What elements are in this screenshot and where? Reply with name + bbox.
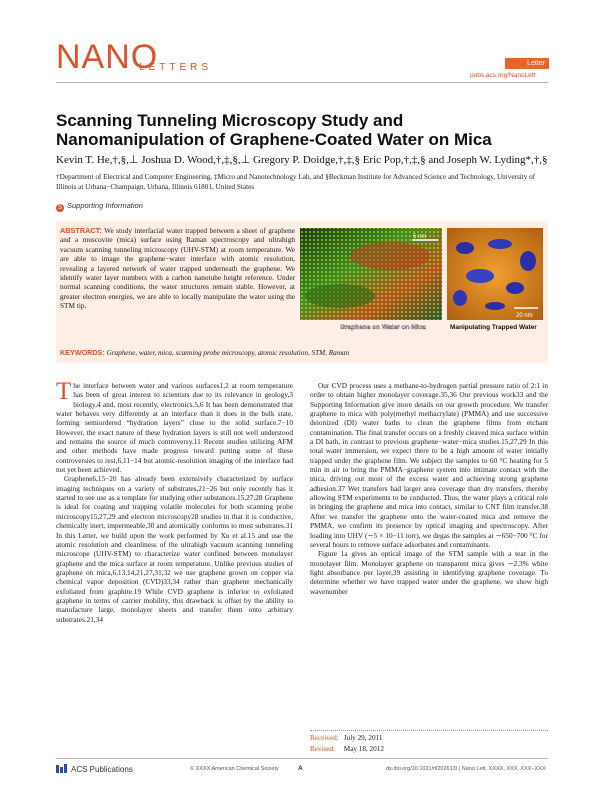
received-label: Received: (310, 734, 339, 742)
journal-logo: NANO (56, 38, 159, 76)
journal-url-link[interactable]: pubs.acs.org/NanoLett (470, 72, 536, 79)
abstract-text: We study interfacial water trapped between a sheet of graphene and a muscovite (mica) surface using Raman spectroscopy and ultrahigh vacuum scanning tunneling microscopy (UHV-STM) at room temperature. We are able to image the graphene−water interface with atomic resolution, revealing a layered network of water trapped underneath the graphene. We identify water layer numbers with a carbon nanotube height reference. Under normal scanning conditions, the water structures remain stable. However, at greater electron energies, we are able to locally manipulate the water using the STM tip. (60, 226, 295, 311)
paragraph-text: Graphene6,15−20 has already been extensively characterized by surface imaging techniques on a variety of substrates,21−26 but only recently has it started to see use as a template for studying other substances.15,27,28 Graphene is ideal for coating and trapping volatile molecules for both scanning probe microscopy15,27,29 and electron microscopy28 studies in that it is conductive, chemically inert, impermeable,30 and atomically conforms to most substrates.31 In this Letter, we build upon the work performed by Xu et al.15 and use the atomic resolution and cleanliness of the ultrahigh vacuum scanning tunneling microscope (UHV-STM) to characterize water confined between monolayer graphene and the mica surface at room temperature. Unlike previous studies of graphene on mica,6,13,14,21,27,31,32 we use graphene grown on copper via chemical vapor deposition (CVD)33,34 rather than graphene mechanically exfoliated from graphite.19 While CVD graphene is inferior to exfoliated graphene in terms of carrier mobility, this drawback is offset by the ability to manufacture large, monolayer sheets and transfer them onto arbitrary substrates.21,34 (56, 474, 293, 624)
doi-citation[interactable]: dx.doi.org/10.1021/nl202613t | Nano Lett. XXXX, XXX, XXX−XXX (386, 766, 546, 772)
supporting-info-link[interactable] (56, 201, 143, 212)
drop-cap: T (56, 378, 72, 405)
page-number: A (298, 765, 303, 772)
publisher-name: ACS Publications (71, 765, 133, 774)
header-divider (56, 82, 548, 83)
abstract (60, 226, 295, 311)
keywords-text: Graphene, water, mica, scanning probe microscopy, atomic resolution, STM, Raman (106, 349, 350, 357)
scale-label-right: 20 nm (516, 313, 533, 319)
paragraph-text: he interface between water and various surfaces1,2 at room temperature has been of great interest to scientists due to its relevance in geology,3 biology,4 and, most recently, electronics.5,6 It has been demonstrated that water behaves very differently at an interface than it does in the bulk state, forming semiordered “hydration layers” close to the solid surface.7−10 However, the exact nature of these hydration layers is still not well understood and remains the source of much controversy.11 Recent studies utilizing AFM and other methods have made progress toward putting some of these controversies to rest,6,11−14 but atomic-resolution imaging of the interface had not yet been achieved. (56, 381, 293, 475)
footer-divider (56, 758, 548, 759)
paragraph-text: Our CVD process uses a methane-to-hydrogen partial pressure ratio of 2:1 in order to obtain higher monolayer coverage.35,36 Our previous work33 and the Supporting Information give more details on our growth procedure. We transfer graphene to mica with poly(methyl methacrylate) (PMMA) and use successive deionized (DI) water baths to clean the graphene films from etchant contamination. The final transfer occurs on a freshly cleaved mica surface within a DI bath, in contrast to previous graphene−water−mica studies.15,27,29 In this total water immersion, we expect there to be a high amount of water initially trapped under the graphene film. We subject the samples to 60 °C heating for 5 min in air to bring the PMMA−graphene system into intimate contact with the mica, driving out most of the excess water and achieving strong graphene adhesion.37 Wet transfers had larger area coverage than dry transfers, thereby allowing STM experiments to be conducted. Thus, the water plays a critical role in bringing the graphene and mica into contact, similar to CNT film transfer.38 After we transfer the graphene onto the water-coated mica and remove the PMMA, we confirm its presence by optical imaging and spectroscopy. After loading into UHV (∼5 × 10−11 torr), we degas the samples at ∼650−700 °C for several hours to remove surface adsorbates and contaminants. (310, 381, 548, 549)
caption-right: Manipulating Trapped Water (450, 324, 537, 331)
abstract-label: ABSTRACT: (60, 226, 102, 235)
journal-logo-subtitle: LETTERS (139, 62, 213, 73)
affiliations: †Department of Electrical and Computer Engineering, ‡Micro and Nanotechnology Lab, and §Beckman Institute for Advanced Science and Technology, University of Illinois at Urbana−Champaign, Urbana, Illinois 61801, United States (56, 173, 536, 191)
copyright: © XXXX American Chemical Society (190, 766, 279, 772)
author-list: Kevin T. He,†,§,⊥ Joshua D. Wood,†,‡,§,⊥ Gregory P. Doidge,†,‡,§ Eric Pop,†,‡,§ and Joseph W. Lyding*,†,§ (56, 154, 548, 166)
keywords-label: KEYWORDS: (60, 348, 105, 357)
publication-dates (310, 733, 384, 755)
scale-label-left: 5 nm (413, 234, 427, 240)
revised-date: May 18, 2012 (343, 745, 384, 753)
paragraph-text: Figure 1a gives an optical image of the STM sample with a tear in the monolayer film. Monolayer graphene on transparent mica gives ∼2.3% white light absorbance per layer,39 assisting in identifying graphene coverage. To determine whether we have trapped water under the graphene, we show high wavenumber (310, 549, 548, 596)
stm-image-manipulated-water (447, 228, 543, 320)
revised-label: Revised: (310, 745, 336, 753)
keywords (60, 348, 550, 357)
article-title: Scanning Tunneling Microscopy Study and Nanomanipulation of Graphene-Coated Water on Mica (56, 111, 492, 149)
supporting-info-icon: S (57, 205, 62, 211)
article-type-badge: Letter (505, 58, 549, 69)
paragraph (310, 549, 548, 596)
paragraph (56, 378, 293, 475)
received-date: July 29, 2011 (343, 734, 383, 742)
toc-graphic (300, 226, 544, 332)
acs-logo-icon (56, 764, 68, 774)
paragraph (310, 381, 548, 549)
body-column-left (56, 378, 293, 624)
caption-left: Graphene on Water on Mica (340, 324, 426, 331)
dates-divider (310, 730, 548, 731)
stm-image-graphene-water (300, 228, 442, 320)
paragraph (56, 474, 293, 624)
body-column-right (310, 381, 548, 596)
publisher-logo (56, 764, 133, 774)
supporting-info-label: Supporting Information (67, 201, 143, 210)
